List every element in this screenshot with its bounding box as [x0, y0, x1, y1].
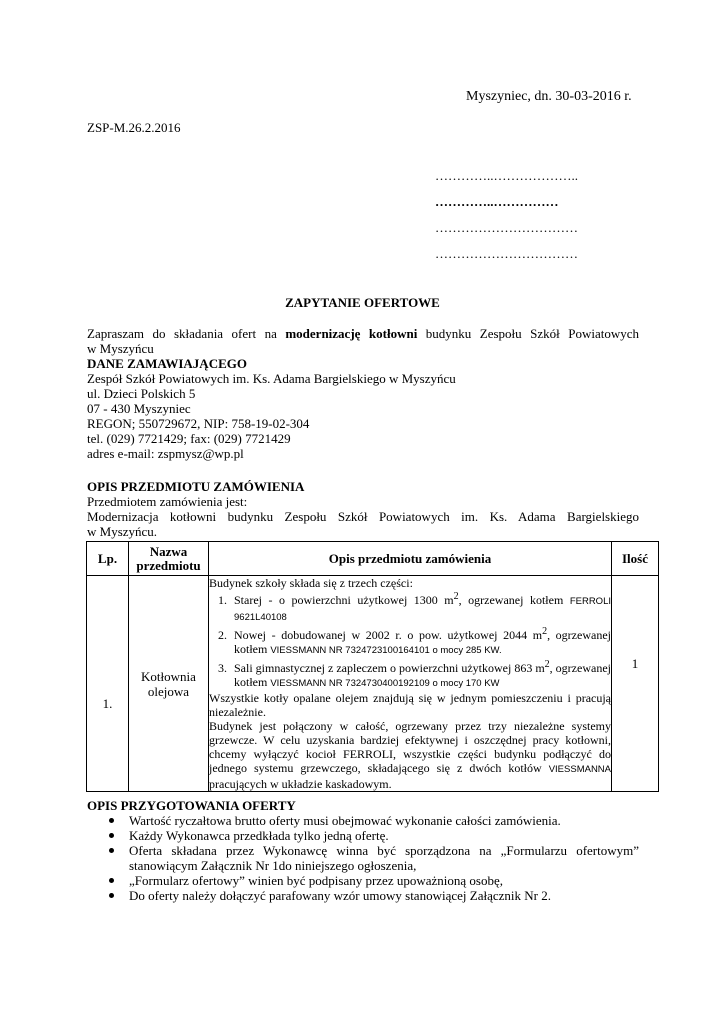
cell-name — [129, 576, 209, 792]
preparation-section — [87, 798, 639, 903]
address-line-1: …………..……………….. — [435, 168, 578, 183]
header-name-line-2: przedmiotu — [136, 557, 201, 573]
cell-description — [209, 576, 612, 792]
intro-text-before: Zapraszam do składania ofert na — [87, 326, 286, 341]
header-quantity: Ilość — [612, 542, 659, 576]
cell-lp: 1. — [87, 576, 129, 792]
address-line-2: …………..…………… — [435, 194, 559, 209]
description-para-1: Wszystkie kotły opalane olejem znajdują się w jednym pomieszczeniu i pracują niezależnie. — [209, 691, 611, 719]
subject-heading: OPIS PRZEDMIOTU ZAMÓWIENIA — [87, 479, 305, 494]
building-part-item — [230, 625, 611, 658]
item-text: , ogrzewanej kotłem — [234, 628, 611, 656]
header-description: Opis przedmiotu zamówienia — [209, 542, 612, 576]
list-item — [87, 843, 639, 873]
para-text: pracujących w układzie kaskadowym. — [209, 777, 392, 791]
intro-text-after: budynku Zespołu Szkół Powiatowych — [417, 326, 640, 341]
preparation-heading: OPIS PRZYGOTOWANIA OFERTY — [87, 798, 296, 813]
contracting-line: 07 - 430 Myszyniec — [87, 401, 191, 416]
contracting-line: REGON; 550729672, NIP: 758-19-02-304 — [87, 416, 310, 431]
list-item: Każdy Wykonawca przedkłada tylko jedną ofertę. — [87, 828, 639, 843]
contracting-line: ul. Dzieci Polskich 5 — [87, 386, 196, 401]
item-model: VIESSMANN NR 7324730400192109 o mocy 170 KW — [270, 678, 500, 689]
item-sup: 2 — [453, 591, 459, 602]
building-parts-list — [209, 590, 611, 691]
description-intro: Budynek szkoły składa się z trzech części: — [209, 576, 413, 590]
cell-name-line-2: olejowa — [147, 683, 190, 699]
order-table — [86, 541, 659, 792]
subject-section — [87, 479, 639, 539]
item-model: FERROLI 9621L40108 — [234, 596, 611, 623]
cell-quantity: 1 — [612, 576, 659, 792]
building-part-item — [230, 658, 611, 691]
cell-name-line-1: Kotłownia — [141, 668, 196, 684]
intro-paragraph — [87, 326, 639, 461]
table-row — [87, 576, 659, 792]
header-lp: Lp. — [87, 542, 129, 576]
building-part-item — [230, 590, 611, 625]
table-header-row — [87, 542, 659, 576]
subject-line-3: w Myszyńcu. — [87, 524, 158, 539]
list-item-line-2: stanowiącym Załącznik Nr 1do niniejszego ogłoszenia, — [129, 858, 417, 873]
item-sup: 2 — [542, 626, 548, 637]
list-item: „Formularz ofertowy” winien być podpisany przez upoważnioną osobę, — [87, 873, 639, 888]
subject-line-1: Przedmiotem zamówienia jest: — [87, 494, 248, 509]
contracting-line: Zespół Szkół Powiatowych im. Ks. Adama Bargielskiego w Myszyńcu — [87, 371, 456, 386]
subject-line-2: Modernizacja kotłowni budynku Zespołu Szkół Powiatowych im. Ks. Adama Bargielskiego — [87, 509, 639, 524]
contracting-email: adres e-mail: zspmysz@wp.pl — [87, 446, 244, 461]
contracting-heading: DANE ZAMAWIAJĄCEGO — [87, 356, 247, 371]
header-name — [129, 542, 209, 576]
item-model: VIESSMANN NR 7324723100164101 o mocy 285 KW. — [270, 645, 502, 656]
preparation-list — [87, 813, 639, 903]
para-model: VIESSMANNA — [548, 764, 611, 775]
address-line-3: …………………………… — [435, 220, 578, 235]
item-text: Starej - o powierzchni użytkowej 1300 m — [234, 593, 454, 607]
intro-line-1 — [87, 326, 639, 341]
description-para-2 — [209, 719, 611, 791]
list-item: Wartość ryczałtowa brutto oferty musi obejmować wykonanie całości zamówienia. — [87, 813, 639, 828]
item-text: , ogrzewanej kotłem — [458, 593, 570, 607]
list-item-line-1: Oferta składana przez Wykonawcę winna być sporządzona na „Formularzu ofertowym” — [129, 843, 639, 858]
header-name-line-1: Nazwa — [149, 543, 188, 559]
item-sup: 2 — [544, 659, 550, 670]
document-title: ZAPYTANIE OFERTOWE — [285, 295, 440, 310]
address-line-4: …………………………… — [435, 246, 578, 261]
intro-line-2: w Myszyńcu — [87, 341, 154, 356]
para-text: Budynek jest połączony w całość, ogrzewany przez trzy niezależne systemy grzewcze. W celu uzyskania bardziej efektywnej i oszczędnej pracy kotłowni, chcemy wyłączyć kocioł FERROLI, wszystkie części budynku podłączyć do jednego systemu grzewczego, składającego się z dwóch kotłów — [209, 719, 611, 775]
item-text: Nowej - dobudowanej w 2002 r. o pow. użytkowej 2044 m — [234, 628, 543, 642]
contracting-line: tel. (029) 7721429; fax: (029) 7721429 — [87, 431, 291, 446]
item-text: , ogrzewanej kotłem — [234, 661, 611, 689]
item-text: Sali gimnastycznej z zapleczem o powierzchni użytkowej 863 m — [234, 661, 545, 675]
place-date: Myszyniec, dn. 30-03-2016 r. — [466, 89, 632, 104]
intro-text-bold: modernizację kotłowni — [285, 326, 418, 341]
reference-number: ZSP-M.26.2.2016 — [87, 120, 181, 135]
list-item: Do oferty należy dołączyć parafowany wzór umowy stanowiącej Załącznik Nr 2. — [87, 888, 639, 903]
